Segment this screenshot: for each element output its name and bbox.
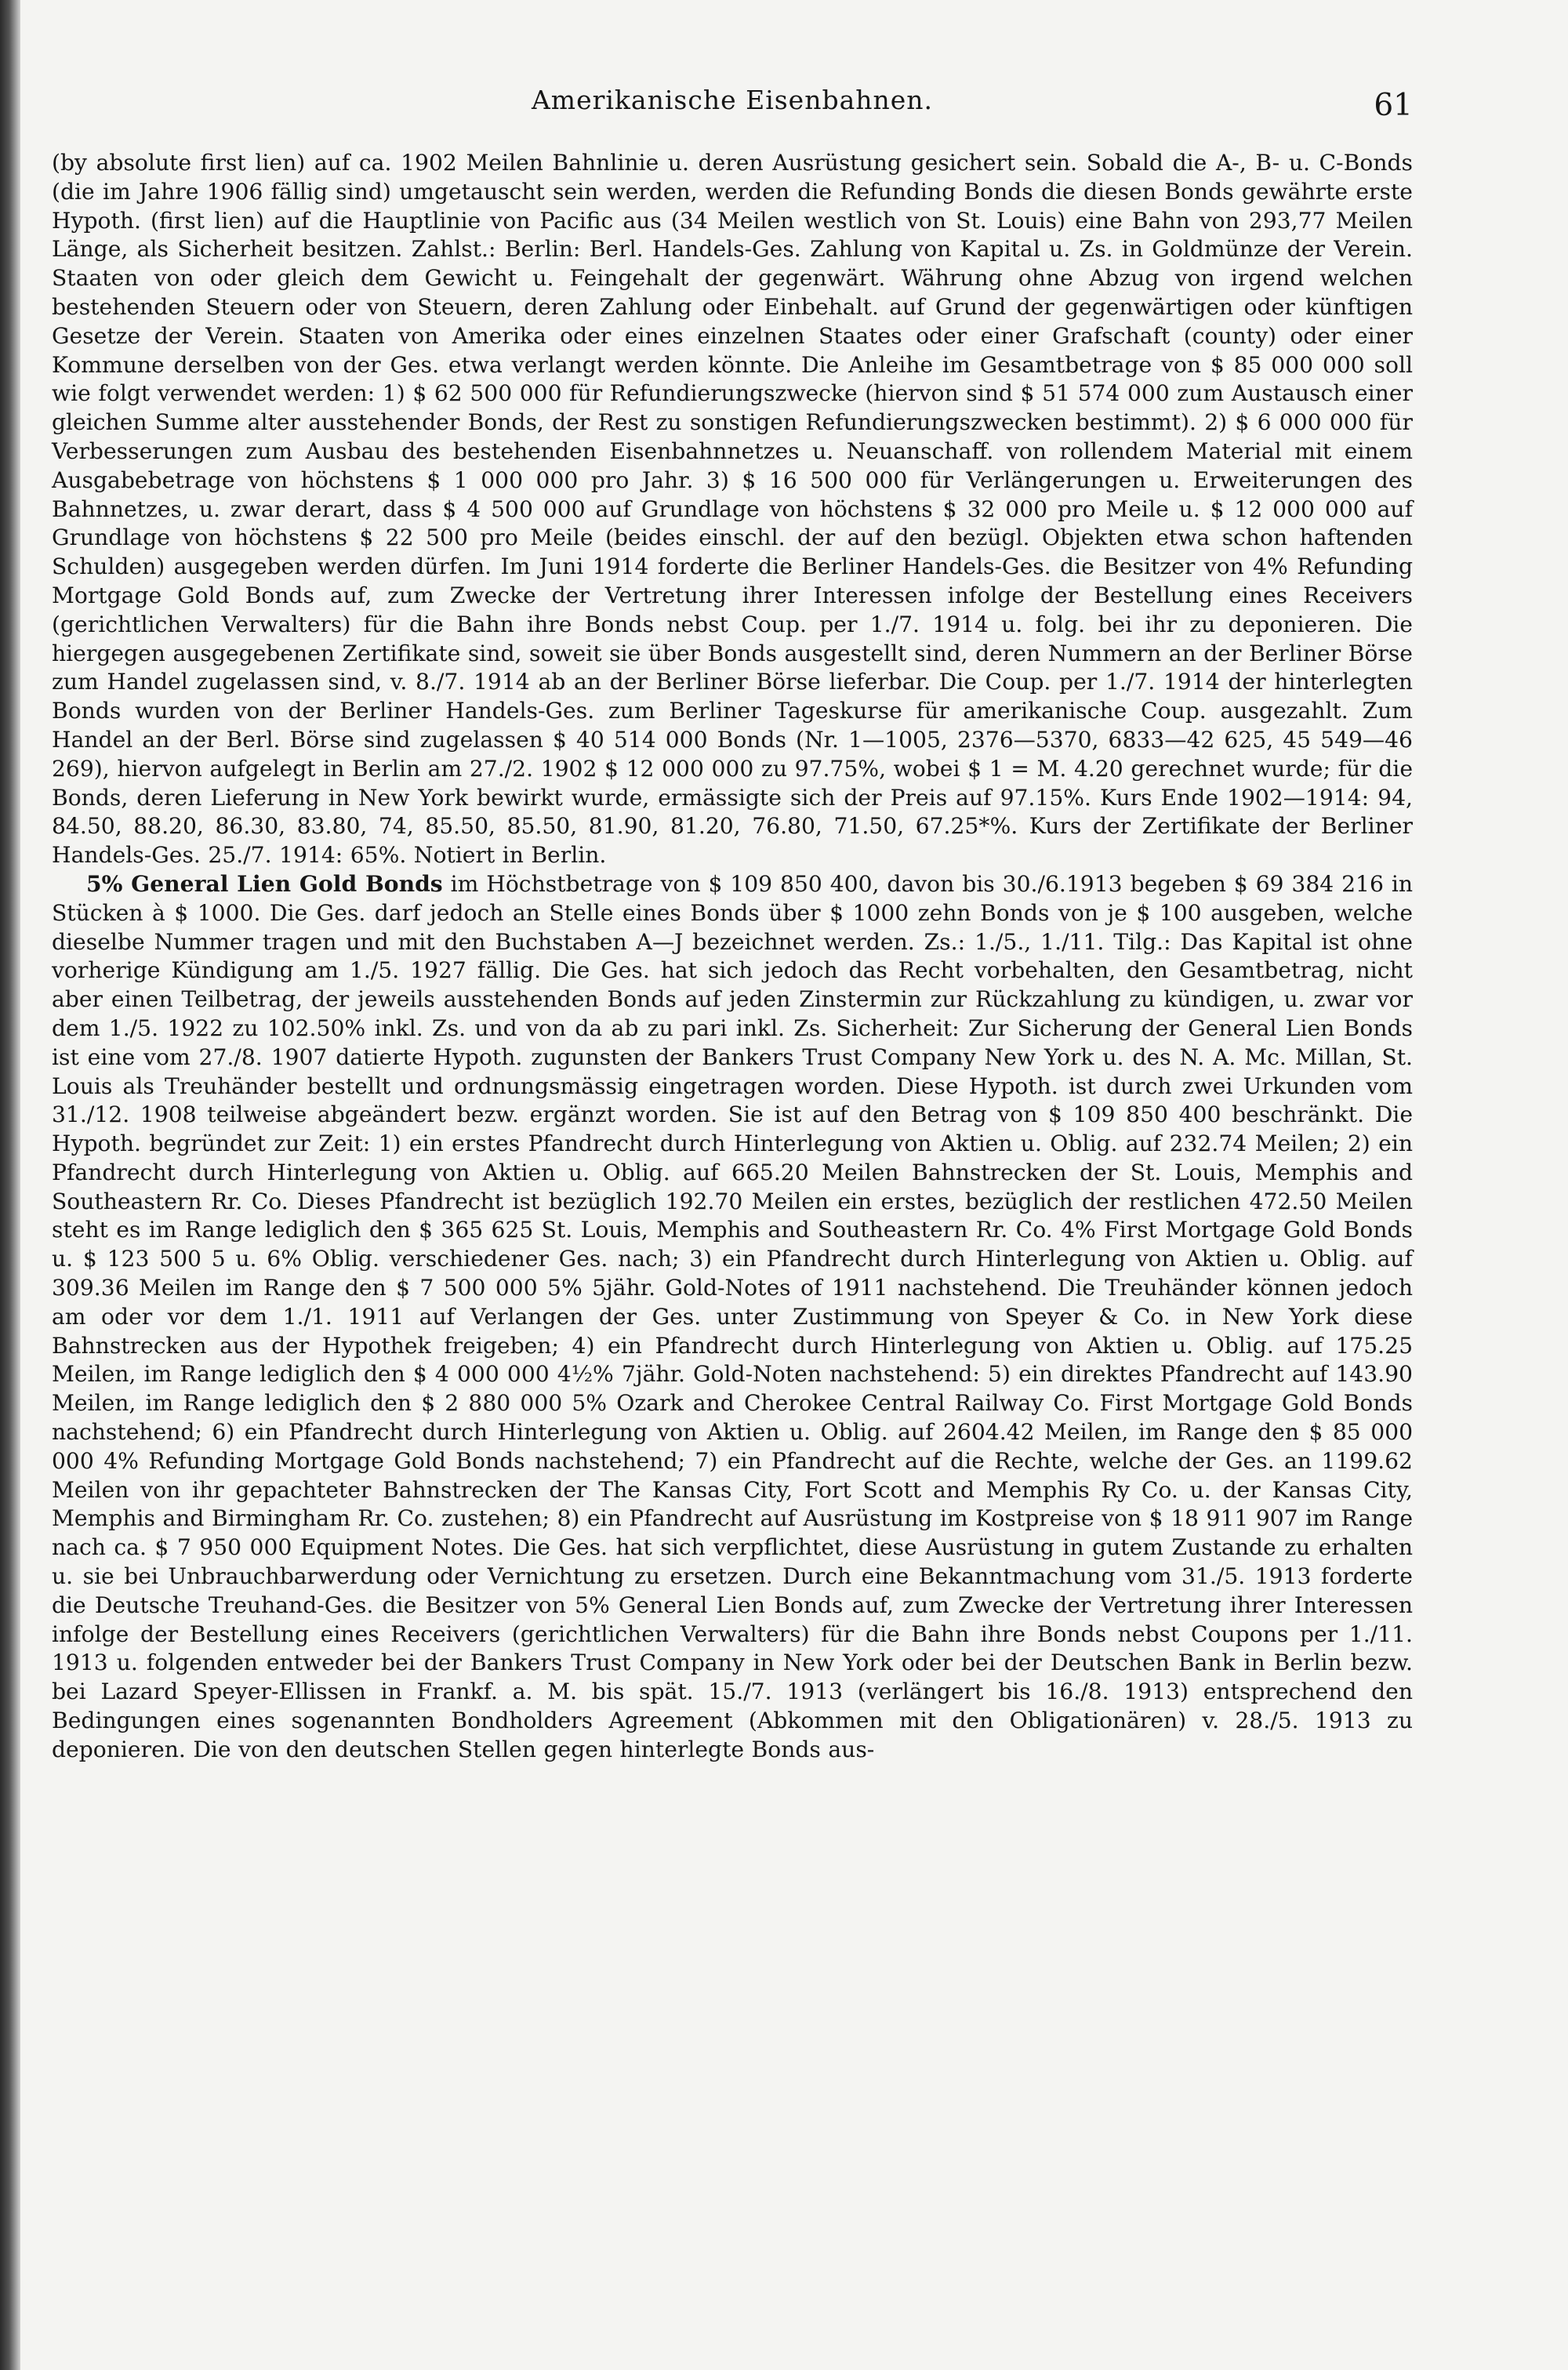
book-gutter-edge bbox=[0, 0, 20, 2370]
running-title: Amerikanische Eisenbahnen. bbox=[531, 85, 934, 115]
body-text bbox=[52, 149, 1413, 1765]
page-header bbox=[52, 85, 1413, 132]
document-page bbox=[52, 85, 1413, 1765]
section-heading-general-lien-bonds: 5% General Lien Gold Bonds bbox=[86, 870, 443, 897]
page-number: 61 bbox=[1374, 88, 1413, 123]
paragraph-general-lien-bonds: im Höchstbetrage von $ 109 850 400, davon bis 30./6.1913 begeben $ 69 384 216 in Stücken à $ 1000. Die Ges. darf jedoch an Stelle eines Bonds über $ 1000 zehn Bonds von je $ 100 ausgeben, welche dieselbe Nummer tragen und mit den Buchstaben A—J bezeichnet werden. Zs.: 1./5., 1./11. Tilg.: Das Kapital ist ohne vorherige Kündigung am 1./5. 1927 fällig. Die Ges. hat sich jedoch das Recht vorbehalten, den Gesamtbetrag, nicht aber einen Teilbetrag, der jeweils ausstehenden Bonds auf jeden Zinstermin zur Rückzahlung zu kündigen, u. zwar vor dem 1./5. 1922 zu 102.50% inkl. Zs. und von da ab zu pari inkl. Zs. Sicherheit: Zur Sicherung der General Lien Bonds ist eine vom 27./8. 1907 datierte Hypoth. zugunsten der Bankers Trust Company New York u. des N. A. Mc. Millan, St. Louis als Treuhänder bestellt und ordnungsmässig eingetragen worden. Diese Hypoth. ist durch zwei Urkunden vom 31./12. 1908 teilweise abgeändert bezw. ergänzt worden. Sie ist auf den Betrag von $ 109 850 400 beschränkt. Die Hypoth. begründet zur Zeit: 1) ein erstes Pfandrecht durch Hinterlegung von Aktien u. Oblig. auf 232.74 Meilen; 2) ein Pfandrecht durch Hinterlegung von Aktien u. Oblig. auf 665.20 Meilen Bahnstrecken der St. Louis, Memphis and Southeastern Rr. Co. Dieses Pfandrecht ist bezüglich 192.70 Meilen ein erstes, bezüglich der restlichen 472.50 Meilen steht es im Range lediglich den $ 365 625 St. Louis, Memphis and Southeastern Rr. Co. 4% First Mortgage Gold Bonds u. $ 123 500 5 u. 6% Oblig. verschiedener Ges. nach; 3) ein Pfandrecht durch Hinterlegung von Aktien u. Oblig. auf 309.36 Meilen im Range den $ 7 500 000 5% 5jähr. Gold-Notes of 1911 nachstehend. Die Treuhänder können jedoch am oder vor dem 1./1. 1911 auf Verlangen der Ges. unter Zustimmung von Speyer & Co. in New York diese Bahnstrecken aus der Hypothek freigeben; 4) ein Pfandrecht durch Hinterlegung von Aktien u. Oblig. auf 175.25 Meilen, im Range lediglich den $ 4 000 000 4½% 7jähr. Gold-Noten nachstehend: 5) ein direktes Pfandrecht auf 143.90 Meilen, im Range lediglich den $ 2 880 000 5% Ozark and Cherokee Central Railway Co. First Mortgage Gold Bonds nachstehend; 6) ein Pfandrecht durch Hinterlegung von Aktien u. Oblig. auf 2604.42 Meilen, im Range den $ 85 000 000 4% Refunding Mortgage Gold Bonds nachstehend; 7) ein Pfandrecht auf die Rechte, welche der Ges. an 1199.62 Meilen von ihr gepachteter Bahnstrecken der The Kansas City, Fort Scott and Memphis Ry Co. u. der Kansas City, Memphis and Birmingham Rr. Co. zustehen; 8) ein Pfandrecht auf Ausrüstung im Kostpreise von $ 18 911 907 im Range nach ca. $ 7 950 000 Equipment Notes. Die Ges. hat sich verpflichtet, diese Ausrüstung in gutem Zustande zu erhalten u. sie bei Unbrauchbarwerdung oder Vernichtung zu ersetzen. Durch eine Bekanntmachung vom 31./5. 1913 forderte die Deutsche Treuhand-Ges. die Besitzer von 5% General Lien Bonds auf, zum Zwecke der Vertretung ihrer Interessen infolge der Bestellung eines Receivers (gerichtlichen Verwalters) für die Bahn ihre Bonds nebst Coupons per 1./11. 1913 u. folgenden entweder bei der Bankers Trust Company in New York oder bei der Deutschen Bank in Berlin bezw. bei Lazard Speyer-Ellissen in Frankf. a. M. bis spät. 15./7. 1913 (verlängert bis 16./8. 1913) entsprechend den Bedingungen eines sogenannten Bondholders Agreement (Abkommen mit den Obligationären) v. 28./5. 1913 zu deponieren. Die von den deutschen Stellen gegen hinterlegte Bonds aus- bbox=[52, 870, 1413, 1762]
paragraph-refunding-bonds: (by absolute first lien) auf ca. 1902 Meilen Bahnlinie u. deren Ausrüstung gesichert sein. Sobald die A-, B- u. C-Bonds (die im Jahre 1906 fällig sind) umgetauscht sein werden, werden die Refunding Bonds die diesen Bonds gewährte erste Hypoth. (first lien) auf die Hauptlinie von Pacific aus (34 Meilen westlich von St. Louis) eine Bahn von 293,77 Meilen Länge, als Sicherheit besitzen. Zahlst.: Berlin: Berl. Handels-Ges. Zahlung von Kapital u. Zs. in Goldmünze der Verein. Staaten von oder gleich dem Gewicht u. Feingehalt der gegenwärt. Währung ohne Abzug von irgend welchen bestehenden Steuern oder von Steuern, deren Zahlung oder Einbehalt. auf Grund der gegenwärtigen oder künftigen Gesetze der Verein. Staaten von Amerika oder eines einzelnen Staates oder einer Grafschaft (county) oder einer Kommune derselben von der Ges. etwa verlangt werden könnte. Die Anleihe im Gesamtbetrage von $ 85 000 000 soll wie folgt verwendet werden: 1) $ 62 500 000 für Refundierungszwecke (hiervon sind $ 51 574 000 zum Austausch einer gleichen Summe alter ausstehender Bonds, der Rest zu sonstigen Refundierungszwecken bestimmt). 2) $ 6 000 000 für Verbesserungen zum Ausbau des bestehenden Eisenbahnnetzes u. Neuanschaff. von rollendem Material mit einem Ausgabebetrage von höchstens $ 1 000 000 pro Jahr. 3) $ 16 500 000 für Verlängerungen u. Erweiterungen des Bahnnetzes, u. zwar derart, dass $ 4 500 000 auf Grundlage von höchstens $ 32 000 pro Meile u. $ 12 000 000 auf Grundlage von höchstens $ 22 500 pro Meile (beides einschl. der auf den bezügl. Objekten etwa schon haftenden Schulden) ausgegeben werden dürfen. Im Juni 1914 forderte die Berliner Handels-Ges. die Besitzer von 4% Refunding Mortgage Gold Bonds auf, zum Zwecke der Vertretung ihrer Interessen infolge der Bestellung eines Receivers (gerichtlichen Verwalters) für die Bahn ihre Bonds nebst Coup. per 1./7. 1914 u. folg. bei ihr zu deponieren. Die hiergegen ausgegebenen Zertifikate sind, soweit sie über Bonds ausgestellt sind, deren Nummern an der Berliner Börse zum Handel zugelassen sind, v. 8./7. 1914 ab an der Berliner Börse lieferbar. Die Coup. per 1./7. 1914 der hinterlegten Bonds wurden von der Berliner Handels-Ges. zum Berliner Tageskurse für amerikanische Coup. ausgezahlt. Zum Handel an der Berl. Börse sind zugelassen $ 40 514 000 Bonds (Nr. 1—1005, 2376—5370, 6833—42 625, 45 549—46 269), hiervon aufgelegt in Berlin am 27./2. 1902 $ 12 000 000 zu 97.75%, wobei $ 1 = M. 4.20 gerechnet wurde; für die Bonds, deren Lieferung in New York bewirkt wurde, ermässigte sich der Preis auf 97.15%. Kurs Ende 1902—1914: 94, 84.50, 88.20, 86.30, 83.80, 74, 85.50, 85.50, 81.90, 81.20, 76.80, 71.50, 67.25*%. Kurs der Zertifikate der Berliner Handels-Ges. 25./7. 1914: 65%. Notiert in Berlin. bbox=[52, 150, 1413, 869]
